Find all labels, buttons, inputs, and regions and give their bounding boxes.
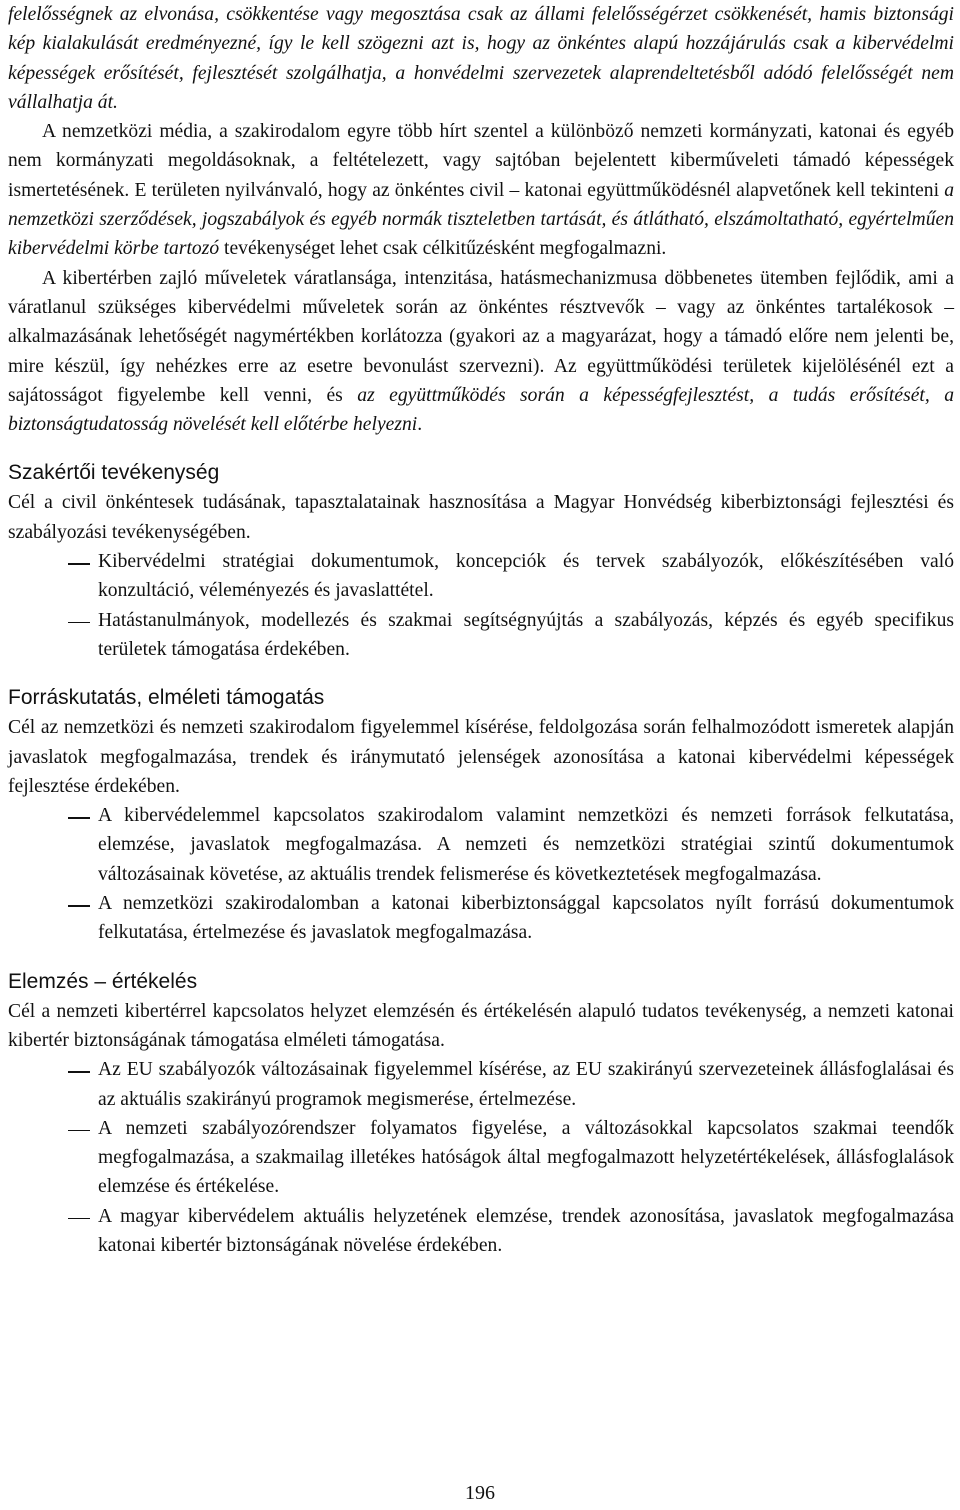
list-item-text: Hatástanulmányok, modellezés és szakmai segítségnyújtás a szabályozás, képzés és egyéb specifikus területek támogatása érdekében. [98,609,954,660]
paragraph-cyberspace-italic: az együttműködés során a képességfejlesztést, a tudás erősítését, a biztonságtudatosság növelését kell előtérbe helyezni [8,384,954,436]
list-item [8,1202,954,1261]
list-item [8,1055,954,1114]
list-item [8,606,954,665]
list-item [8,1114,954,1202]
list-item [8,889,954,948]
bullet-list-analysis [8,1055,954,1260]
list-item [8,801,954,889]
section-intro-expert: Cél a civil önkéntesek tudásának, tapasztalatainak hasznosítása a Magyar Honvédség kiberbiztonsági fejlesztési és szabályozási tevékenységében. [8,492,954,543]
section-intro-research: Cél az nemzetközi és nemzeti szakirodalom figyelemmel kísérése, feldolgozása során felhalmozódott ismeretek alapján javaslatok megfogalmazása, trendek és iránymutató jelenségek azonosítása a katonai kibervédelmi képességek fejlesztése érdekében. [8,717,954,797]
section-intro-analysis: Cél a nemzeti kibertérrel kapcsolatos helyzet elemzésén és értékelésén alapuló tudatos tevékenység, a nemzeti katonai kibertér biztonságának támogatása elméleti támogatása. [8,1000,954,1051]
list-item-text: A magyar kibervédelem aktuális helyzetének elemzése, trendek azonosítása, javaslatok megfogalmazása katonai kibertér biztonságának növelése érdekében. [98,1205,954,1256]
document-page [8,0,954,1260]
paragraph-media-text-a: A nemzetközi média, a szakirodalom egyre több hírt szentel a különböző nemzeti kormányzati, katonai és egyéb nem kormányzati megoldásoknak, a feltételezett, vagy sajtóban bejelentett kiberműveleti támadó képességek ismertetésének. E területen nyilvánvaló, hogy az önkéntes civil – katonai együttműködésnél alapvetőnek kell tekinteni [8,121,954,201]
list-item-text: Kibervédelmi stratégiai dokumentumok, koncepciók és tervek szabályozók, előkészítésében való konzultáció, véleményezés és javaslattétel. [98,551,954,602]
list-item [8,547,954,606]
page-number: 196 [465,1482,495,1504]
bullet-list-research [8,801,954,947]
list-item-text: A nemzeti szabályozórendszer folyamatos figyelése, a változásokkal kapcsolatos szakmai teendők megfogalmazása, a szakmailag illetékes hatóságok által megfogalmazott helyzetértékelések, állásfoglalások elemzése és értékelése. [98,1117,954,1198]
paragraph-cyberspace [8,264,954,440]
list-item-text: Az EU szabályozók változásainak figyelemmel kísérése, az EU szakirányú szervezeteinek állásfoglalásai és az aktuális szakirányú programok megismerése, értelmezése. [98,1059,954,1110]
bullet-list-expert [8,547,954,664]
paragraph-cyberspace-text-b: . [417,414,423,436]
list-item-text: A kibervédelemmel kapcsolatos szakirodalom valamint nemzetközi és nemzeti források felkutatása, elemzése, javaslatok megfogalmazása. A nemzeti és nemzetközi stratégiai szintű dokumentumok változásainak követése, az aktuális trendek felismerése és következtetések megfogalmazása. [98,805,954,885]
section-heading-research: Forráskutatás, elméleti támogatás [8,686,325,710]
list-item-text: A nemzetközi szakirodalomban a katonai kiberbiztonsággal kapcsolatos nyílt forrású dokumentumok felkutatása, értelmezése és javaslatok megfogalmazása. [98,893,954,944]
paragraph-media [8,117,954,263]
continuation-paragraph: felelősségnek az elvonása, csökkentése vagy megosztása csak az állami felelősségérzet csökkenését, hamis biztonsági kép kialakulását eredményezné, így le kell szögezni azt is, hogy az önkéntes alapú hozzájárulás csak a kibervédelmi képességek erősítését, fejlesztését szolgálhatja, a honvédelmi szervezetek alaprendeltetésből adódó felelősségét nem vállalhatja át. [8,4,954,113]
section-heading-expert: Szakértői tevékenység [8,461,220,485]
paragraph-media-italic: a nemzetközi szerződések, jogszabályok és egyéb normák tiszteletben tartását, és átlátható, elszámoltatható, egyértelműen kibervédelmi körbe tartozó [8,179,954,260]
paragraph-media-text-b: tevékenységet lehet csak célkitűzésként megfogalmazni. [219,238,667,260]
section-heading-analysis: Elemzés – értékelés [8,969,198,993]
paragraph-cyberspace-text-a: A kibertérben zajló műveletek váratlansága, intenzitása, hatásmechanizmusa döbbenetes ütemben fejlődik, ami a váratlanul szükséges kibervédelmi műveletek során az önkéntes résztvevők – vagy az önkéntes tartalékosok – alkalmazásának lehetőségét nagymértékben korlátozza (gyakori az a magyarázat, hogy a támadó előre nem jelenti be, mire készül, így nehézkes erre az esetre bevonulást szervezni). Az együttműködési területek kijelölésénél ezt a sajátosságot figyelembe kell venni, és [8,267,954,406]
